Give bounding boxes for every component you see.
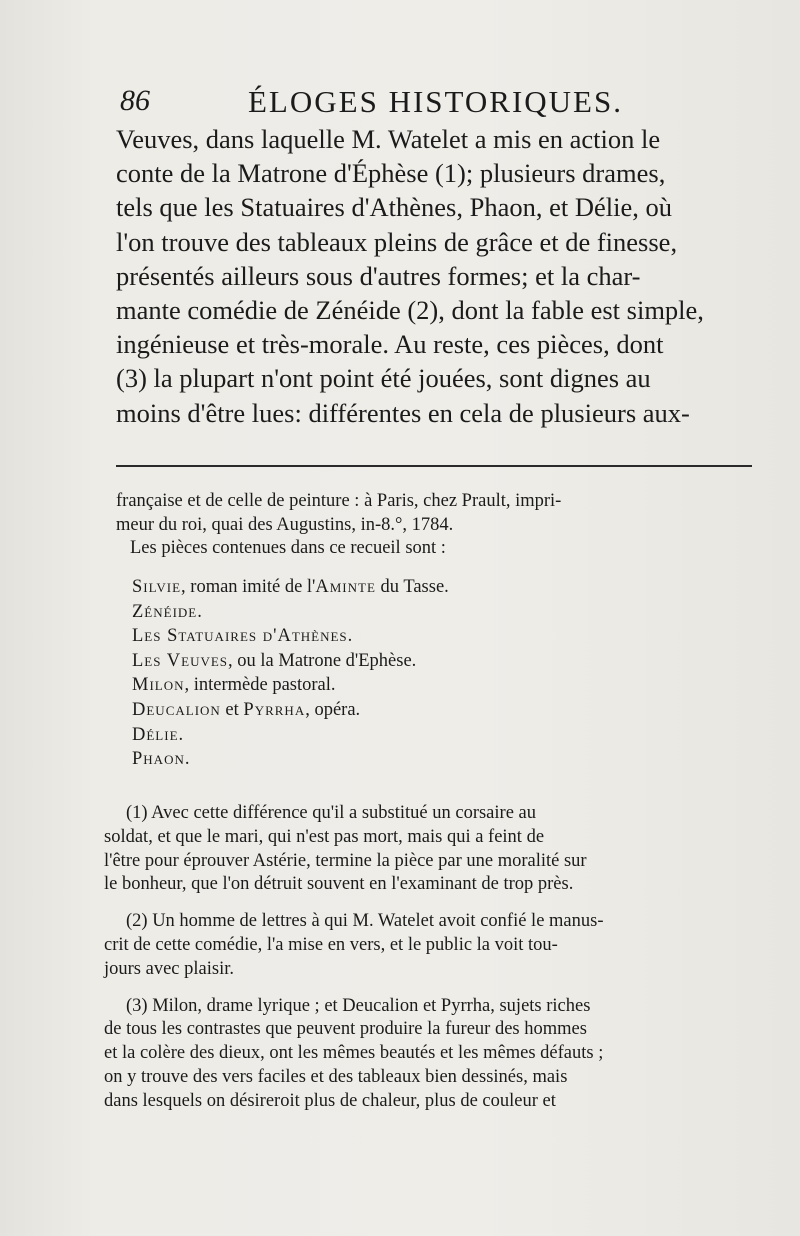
piece-description: . <box>184 749 190 770</box>
main-text-line: ingénieuse et très-morale. Au reste, ces pièces, dont <box>116 329 664 360</box>
main-text-line: conte de la Matrone d'Éphèse (1); plusieurs drames, <box>116 158 666 189</box>
footnote-line: soldat, et que le mari, qui n'est pas mort, mais qui a feint de <box>104 826 545 847</box>
piece-list-item <box>132 649 752 674</box>
footnote-line: de tous les contrastes que peuvent produire la fureur des hommes <box>104 1019 587 1040</box>
continued-note-line: française et de celle de peinture : à Paris, chez Prault, impri- <box>116 491 562 511</box>
main-text-line: tels que les Statuaires d'Athènes, Phaon, et Délie, où <box>116 192 672 223</box>
piece-list-item <box>132 723 752 748</box>
continued-note <box>116 490 756 561</box>
piece-list-item <box>132 624 752 649</box>
footnote-line: crit de cette comédie, l'a mise en vers, et le public la voit tou- <box>104 934 558 955</box>
piece-title: Les Veuves <box>132 650 229 671</box>
footnote-line: on y trouve des vers faciles et des tableaux bien dessinés, mais <box>104 1066 568 1087</box>
footnotes <box>104 802 754 1127</box>
footnote-line: dans lesquels on désireroit plus de chaleur, plus de couleur et <box>104 1090 556 1111</box>
piece-description: . <box>178 724 184 745</box>
footnote-1 <box>104 802 754 897</box>
continued-note-line: meur du roi, quai des Augustins, in-8.°, 1784. <box>116 514 454 535</box>
running-head: ÉLOGES HISTORIQUES. <box>248 84 623 119</box>
footnote-2 <box>104 910 754 981</box>
piece-description: et <box>220 699 244 720</box>
main-text-block <box>116 122 756 430</box>
piece-title-secondary: Pyrrha <box>243 699 306 720</box>
piece-title: Zénéide <box>132 601 198 622</box>
piece-title-secondary: Aminte <box>315 577 376 597</box>
footnote-line: le bonheur, que l'on détruit souvent en l'examinant de trop près. <box>104 874 574 895</box>
piece-description: . <box>347 626 353 647</box>
main-text-line: moins d'être lues: différentes en cela de plusieurs aux- <box>116 397 690 428</box>
piece-title: Deucalion <box>132 699 221 720</box>
main-text-line: présentés ailleurs sous d'autres formes; et la char- <box>116 260 641 291</box>
main-text-line: Veuves, dans laquelle M. Watelet a mis en action le <box>116 124 661 154</box>
piece-description: , roman imité de l' <box>181 577 316 597</box>
page-number: 86 <box>120 84 150 117</box>
piece-description: , ou la Matrone d'Ephèse. <box>228 650 417 671</box>
piece-description-tail: du Tasse. <box>375 577 449 597</box>
footnote-line: (3) Milon, drame lyrique ; et Deucalion et Pyrrha, sujets riches <box>126 995 591 1016</box>
piece-list-item <box>132 747 752 772</box>
footnote-separator-rule <box>116 465 752 467</box>
piece-title: Silvie <box>132 577 182 597</box>
piece-description: , intermède pastoral. <box>184 675 336 696</box>
main-text-line: l'on trouve des tableaux pleins de grâce et de finesse, <box>116 226 678 257</box>
footnote-line: (2) Un homme de lettres à qui M. Watelet avoit confié le manus- <box>126 911 604 932</box>
piece-title: Phaon <box>132 749 185 770</box>
piece-title: Milon <box>132 675 185 696</box>
piece-description: . <box>197 601 202 622</box>
piece-list-item <box>132 698 752 723</box>
piece-list-item <box>132 600 752 625</box>
footnote-line: (1) Avec cette différence qu'il a substitué un corsaire au <box>126 803 536 823</box>
footnote-line: l'être pour éprouver Astérie, termine la pièce par une moralité sur <box>104 850 587 871</box>
piece-description-tail: , opéra. <box>305 699 361 720</box>
piece-list <box>132 575 752 772</box>
piece-list-item <box>132 575 752 600</box>
piece-list-item <box>132 673 752 698</box>
main-text-line: mante comédie de Zénéide (2), dont la fable est simple, <box>116 294 704 325</box>
footnote-3 <box>104 995 754 1114</box>
footnote-line: jours avec plaisir. <box>104 958 234 979</box>
footnote-line: et la colère des dieux, ont les mêmes beautés et les mêmes défauts ; <box>104 1043 604 1064</box>
main-text-line: (3) la plupart n'ont point été jouées, sont dignes au <box>116 363 651 394</box>
piece-title: Délie <box>132 724 179 745</box>
piece-title: Les Statuaires d'Athènes <box>132 626 348 647</box>
piece-list-intro: Les pièces contenues dans ce recueil sont : <box>130 538 446 558</box>
